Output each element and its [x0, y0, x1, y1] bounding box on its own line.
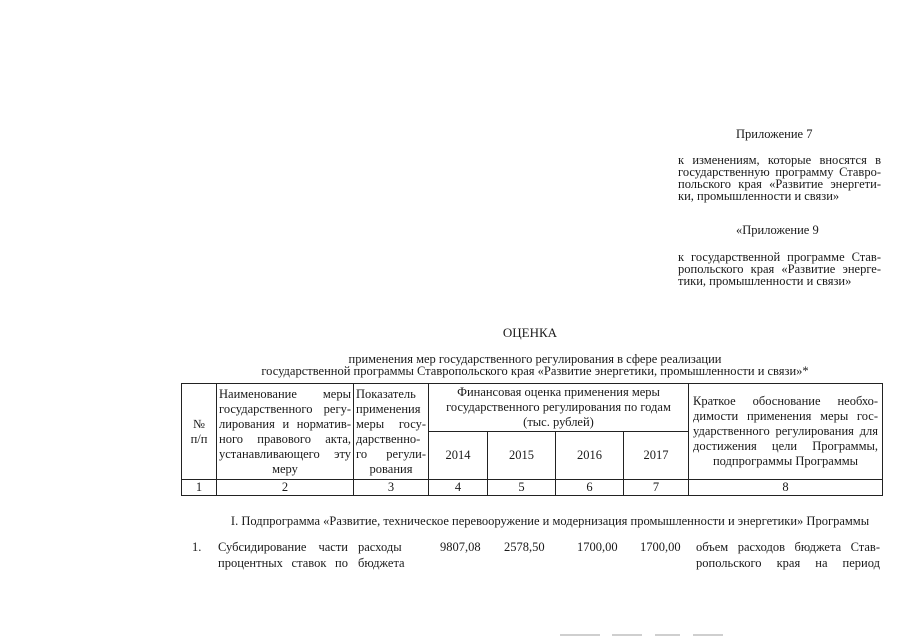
header-year-2016: 2016: [556, 432, 624, 480]
header-year-2015: 2015: [488, 432, 556, 480]
document-subtitle-line-1: применения мер государственного регулирования в сфере реализации: [348, 352, 722, 366]
document-subtitle-line-2: государственной программы Ставропольского края «Развитие энергетики, промышленности и связи»*: [261, 364, 809, 378]
regulation-table: [181, 383, 883, 496]
subprogram-title: I. Подпрограмма «Развитие, техническое перевооружение и модернизация промышленности и энергетики» Программы: [230, 514, 870, 528]
row-1-value-2014: 9807,08: [440, 540, 481, 554]
row-1-reason-line-2: ропольского края на период: [696, 556, 880, 570]
appendix-9-line-1: к государственной программе Став-: [678, 250, 881, 264]
row-1-value-2016: 1700,00: [577, 540, 618, 554]
row-1-name-line-2: процентных ставок по: [218, 556, 348, 570]
appendix-9-line-2: ропольского края «Развитие энерге-: [678, 262, 881, 276]
row-1-value-2017: 1700,00: [640, 540, 681, 554]
appendix-7-line-1: к изменениям, которые вносятся в: [678, 153, 881, 167]
column-number-5: 5: [488, 480, 556, 496]
appendix-7-title: Приложение 7: [736, 127, 813, 141]
row-1-indicator-line-1: расходы: [358, 540, 402, 554]
scan-artifact: [560, 634, 600, 636]
appendix-9-line-3: тики, промышленности и связи»: [678, 274, 852, 288]
header-year-2017: 2017: [624, 432, 689, 480]
column-number-1: 1: [182, 480, 217, 496]
appendix-9-title: «Приложение 9: [736, 223, 819, 237]
appendix-7-line-4: ки, промышленности и связи»: [678, 189, 840, 203]
appendix-7-line-3: польского края «Развитие энергети-: [678, 177, 881, 191]
column-number-6: 6: [556, 480, 624, 496]
header-year-2014: 2014: [429, 432, 488, 480]
column-number-4: 4: [429, 480, 488, 496]
row-1-number: 1.: [192, 540, 202, 554]
row-1-value-2015: 2578,50: [504, 540, 545, 554]
row-1-indicator-line-2: бюджета: [358, 556, 405, 570]
row-1-reason-line-1: объем расходов бюджета Став-: [696, 540, 880, 554]
scan-artifact: [693, 634, 723, 636]
appendix-7-block: [678, 127, 881, 202]
appendix-7-line-2: государственную программу Ставро-: [678, 165, 881, 179]
row-1-name-line-1: Субсидирование части: [218, 540, 348, 554]
header-justification: Краткое обоснование необхо-димости применения меры гос-ударственного регулирования для достижения цели Программы, подпрограммы Программы: [689, 384, 883, 480]
scan-artifact: [612, 634, 642, 636]
header-measure-name: Наименование меры государственного регу-лирования и норматив-ного правового акта, устанавливающего эту меру: [217, 384, 354, 480]
column-number-3: 3: [354, 480, 429, 496]
appendix-9-block: [678, 223, 881, 287]
column-number-8: 8: [689, 480, 883, 496]
header-number: № п/п: [182, 384, 217, 480]
document-title: ОЦЕНКА: [502, 325, 558, 340]
header-financial-assessment: Финансовая оценка применения меры государственного регулирования по годам (тыс. рублей): [429, 384, 689, 432]
column-number-7: 7: [624, 480, 689, 496]
column-number-2: 2: [217, 480, 354, 496]
scan-artifact: [655, 634, 680, 636]
header-indicator: Показатель применения меры госу-дарственно-го регули-рования: [354, 384, 429, 480]
